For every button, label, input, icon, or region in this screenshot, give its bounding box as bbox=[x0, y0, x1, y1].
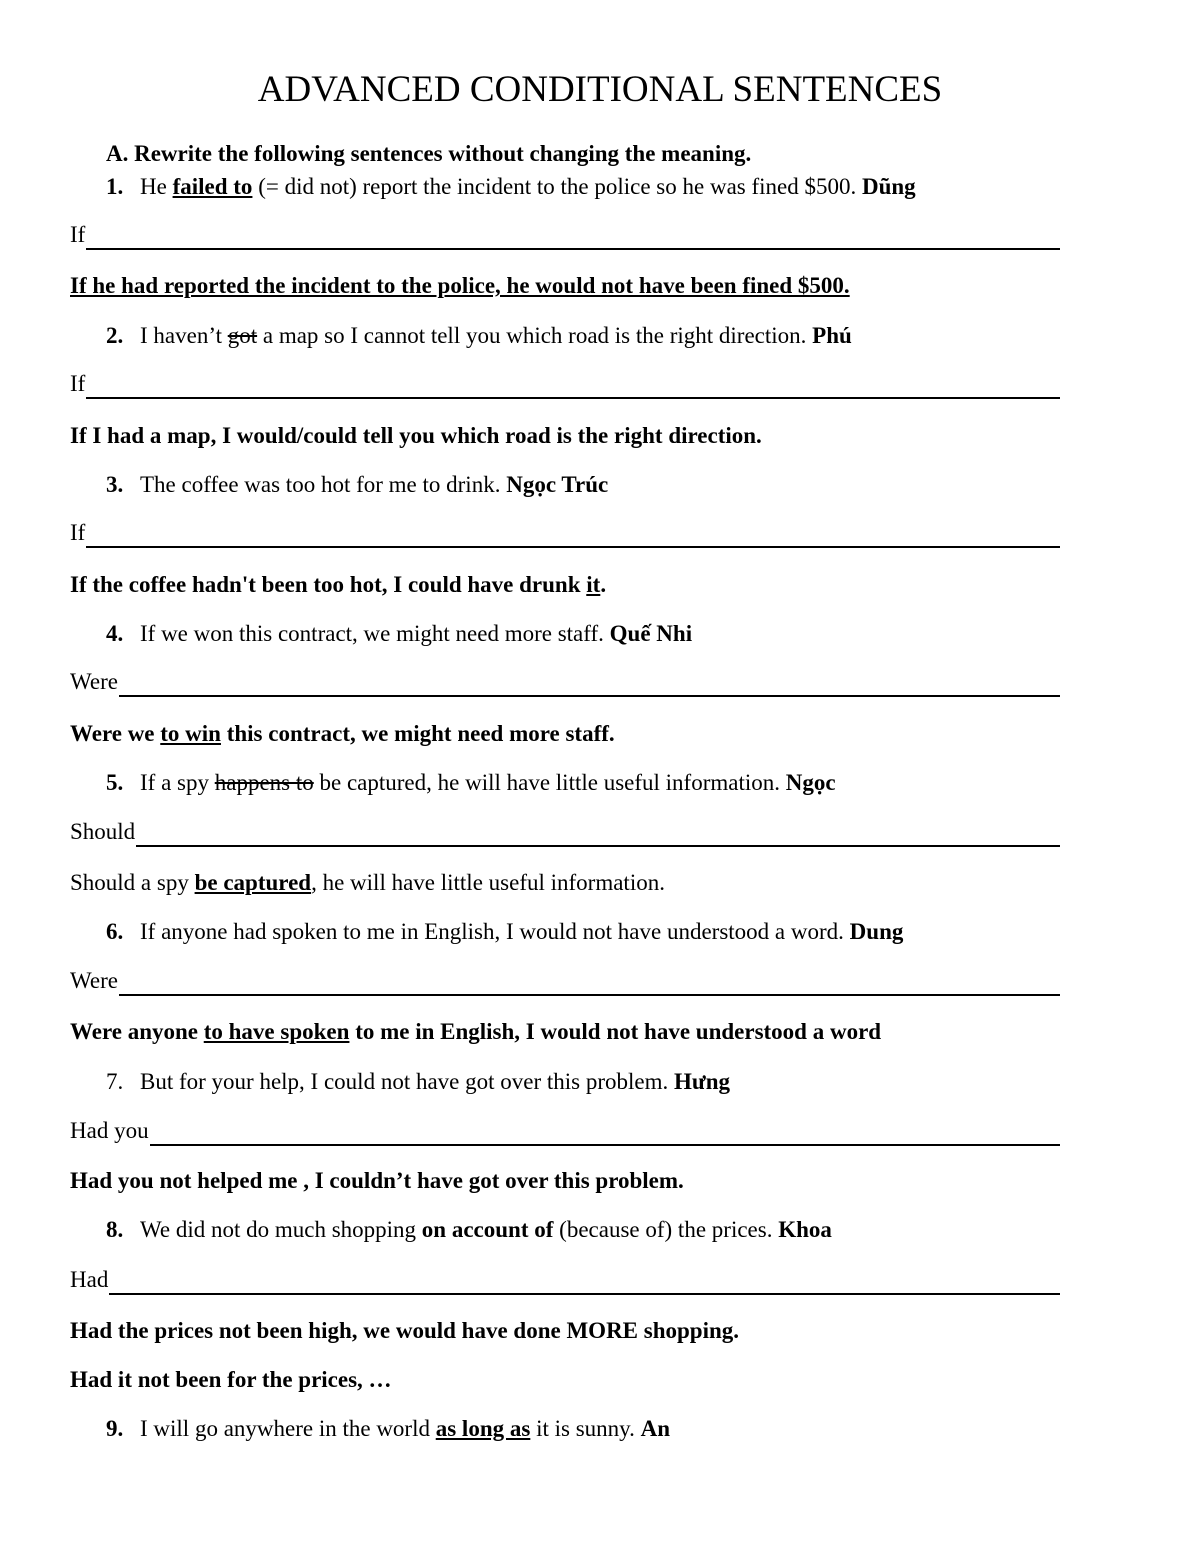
answer-line-1: If bbox=[70, 220, 1060, 250]
question-2: 2. I haven’t got a map so I cannot tell you which road is the right direction. Phú bbox=[106, 323, 852, 348]
question-7: 7. But for your help, I could not have got over this problem. Hưng bbox=[106, 1069, 730, 1094]
question-8: 8. We did not do much shopping on account of (because of) the prices. Khoa bbox=[106, 1217, 832, 1242]
answer-blank[interactable] bbox=[119, 673, 1060, 697]
question-3: 3. The coffee was too hot for me to drink. Ngọc Trúc bbox=[106, 472, 609, 497]
answer-6: Were anyone to have spoken to me in English, I would not have understood a word bbox=[70, 1019, 882, 1044]
answer-line-8: Had bbox=[70, 1265, 1060, 1295]
answer-8: Had the prices not been high, we would have done MORE shopping. bbox=[70, 1318, 740, 1343]
answer-2: If I had a map, I would/could tell you which road is the right direction. bbox=[70, 423, 762, 448]
answer-blank[interactable] bbox=[150, 1122, 1060, 1146]
answer-blank[interactable] bbox=[136, 823, 1060, 847]
student-name: Hưng bbox=[674, 1069, 730, 1094]
answer-7: Had you not helped me , I couldn’t have got over this problem. bbox=[70, 1168, 684, 1193]
question-6: 6. If anyone had spoken to me in English, I would not have understood a word. Dung bbox=[106, 919, 904, 944]
answer-line-3: If bbox=[70, 518, 1060, 548]
page-title: ADVANCED CONDITIONAL SENTENCES bbox=[257, 69, 943, 110]
question-4: 4. If we won this contract, we might need more staff. Quế Nhi bbox=[106, 621, 693, 646]
answer-blank[interactable] bbox=[86, 375, 1060, 399]
answer-1: If he had reported the incident to the police, he would not have been fined $500. bbox=[70, 273, 850, 298]
answer-blank[interactable] bbox=[86, 226, 1060, 250]
student-name: Dũng bbox=[861, 174, 916, 199]
answer-line-2: If bbox=[70, 369, 1060, 399]
student-name: Dung bbox=[849, 919, 904, 944]
student-name: An bbox=[640, 1416, 671, 1441]
answer-8-alt: Had it not been for the prices, … bbox=[70, 1367, 392, 1392]
answer-line-4: Were bbox=[70, 667, 1060, 697]
question-5: 5. If a spy happens to be captured, he will have little useful information. Ngọc bbox=[106, 770, 836, 795]
answer-4: Were we to win this contract, we might need more staff. bbox=[70, 721, 615, 746]
answer-3: If the coffee hadn't been too hot, I could have drunk it. bbox=[70, 572, 607, 597]
question-9: 9. I will go anywhere in the world as long as it is sunny. An bbox=[106, 1416, 671, 1441]
answer-blank[interactable] bbox=[86, 524, 1060, 548]
answer-blank[interactable] bbox=[109, 1271, 1060, 1295]
student-name: Khoa bbox=[778, 1217, 832, 1242]
answer-blank[interactable] bbox=[119, 972, 1060, 996]
answer-line-6: Were bbox=[70, 966, 1060, 996]
section-a-instruction: A. Rewrite the following sentences without changing the meaning. bbox=[106, 141, 752, 166]
answer-line-5: Should bbox=[70, 817, 1060, 847]
question-1: 1. He failed to (= did not) report the incident to the police so he was fined $500. Dũng bbox=[106, 174, 916, 199]
student-name: Ngọc Trúc bbox=[506, 472, 609, 497]
student-name: Phú bbox=[812, 323, 852, 348]
answer-5: Should a spy be captured, he will have little useful information. bbox=[70, 870, 665, 895]
student-name: Quế Nhi bbox=[609, 621, 693, 646]
student-name: Ngọc bbox=[785, 770, 836, 795]
answer-line-7: Had you bbox=[70, 1116, 1060, 1146]
